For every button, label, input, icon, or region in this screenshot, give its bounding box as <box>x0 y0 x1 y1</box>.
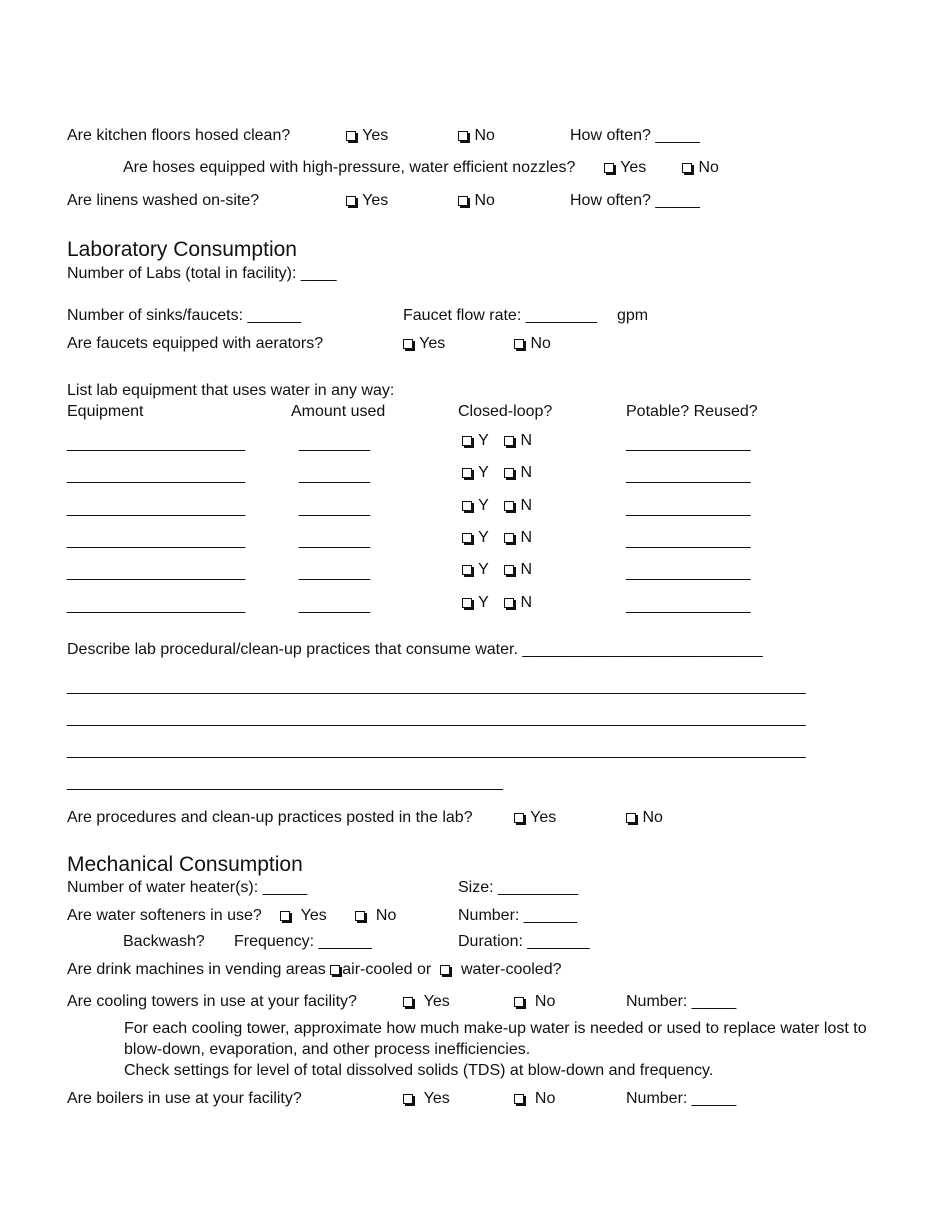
backwash-label: Backwash? <box>123 933 205 950</box>
duration-field[interactable]: Duration: _______ <box>458 933 590 950</box>
closed-loop-y[interactable]: Y <box>462 528 489 548</box>
checkbox-icon[interactable] <box>604 163 614 173</box>
softeners-no[interactable]: No <box>355 906 396 926</box>
equipment-blank[interactable]: ____________________ <box>67 532 245 549</box>
checkbox-icon[interactable] <box>462 565 472 575</box>
checkbox-icon[interactable] <box>403 1094 413 1104</box>
closed-loop-n[interactable]: N <box>504 496 532 516</box>
checkbox-icon[interactable] <box>280 911 290 921</box>
checkbox-icon[interactable] <box>626 813 636 823</box>
sinks-field[interactable]: Number of sinks/faucets: ______ <box>67 307 301 324</box>
equipment-blank[interactable]: ____________________ <box>67 500 245 517</box>
equipment-blank[interactable]: ____________________ <box>67 435 245 452</box>
col-amount-header: Amount used <box>291 403 386 420</box>
closed-loop-n[interactable]: N <box>504 463 532 483</box>
aerators-question: Are faucets equipped with aerators? <box>67 335 324 352</box>
checkbox-icon[interactable] <box>462 598 472 608</box>
boilers-no[interactable]: No <box>514 1089 555 1109</box>
answer-line[interactable]: ___________________________________________________________________________________ <box>67 742 806 759</box>
col-closed-loop-header: Closed-loop? <box>458 403 553 420</box>
aerators-no[interactable]: No <box>514 334 551 354</box>
boilers-question: Are boilers in use at your facility? <box>67 1090 302 1107</box>
hoses-no[interactable]: No <box>682 158 719 178</box>
hoses-yes[interactable]: Yes <box>604 158 646 178</box>
checkbox-icon[interactable] <box>504 436 514 446</box>
checkbox-icon[interactable] <box>504 468 514 478</box>
linens-question: Are linens washed on-site? <box>67 192 260 209</box>
closed-loop-y[interactable]: Y <box>462 593 489 613</box>
cooling-yes[interactable]: Yes <box>403 992 450 1012</box>
potable-blank[interactable]: ______________ <box>626 564 751 581</box>
amount-blank[interactable]: ________ <box>299 467 371 484</box>
answer-line[interactable]: _________________________________________________ <box>67 774 504 791</box>
cooling-towers-question: Are cooling towers in use at your facility? <box>67 993 357 1010</box>
checkbox-icon[interactable] <box>462 533 472 543</box>
amount-blank[interactable]: ________ <box>299 435 371 452</box>
num-labs-field[interactable]: Number of Labs (total in facility): ____ <box>67 265 337 282</box>
mech-heading: Mechanical Consumption <box>67 853 303 876</box>
amount-blank[interactable]: ________ <box>299 597 371 614</box>
softeners-question: Are water softeners in use? <box>67 907 262 924</box>
cooling-number-field[interactable]: Number: _____ <box>626 993 737 1010</box>
checkbox-icon[interactable] <box>514 997 524 1007</box>
col-potable-header: Potable? Reused? <box>626 403 758 420</box>
equipment-blank[interactable]: ____________________ <box>67 564 245 581</box>
flow-rate-field[interactable]: Faucet flow rate: ________ <box>403 307 597 324</box>
kitchen-floors-yes[interactable]: Yes <box>346 126 388 146</box>
closed-loop-n[interactable]: N <box>504 431 532 451</box>
size-field[interactable]: Size: _________ <box>458 879 579 896</box>
closed-loop-n[interactable]: N <box>504 560 532 580</box>
closed-loop-n[interactable]: N <box>504 593 532 613</box>
checkbox-icon[interactable] <box>504 598 514 608</box>
checkbox-icon[interactable] <box>504 501 514 511</box>
checkbox-icon[interactable] <box>462 501 472 511</box>
softeners-yes[interactable]: Yes <box>280 906 327 926</box>
lab-heading: Laboratory Consumption <box>67 238 297 261</box>
checkbox-icon[interactable] <box>514 339 524 349</box>
kitchen-floors-question: Are kitchen floors hosed clean? <box>67 127 291 144</box>
boilers-yes[interactable]: Yes <box>403 1089 450 1109</box>
drink-machines-question: Are drink machines in vending areas <box>67 961 326 978</box>
checkbox-icon[interactable] <box>504 533 514 543</box>
frequency-field[interactable]: Frequency: ______ <box>234 933 372 950</box>
posted-yes[interactable]: Yes <box>514 808 556 828</box>
closed-loop-y[interactable]: Y <box>462 560 489 580</box>
linens-no[interactable]: No <box>458 191 495 211</box>
equipment-blank[interactable]: ____________________ <box>67 467 245 484</box>
checkbox-icon[interactable] <box>346 196 356 206</box>
potable-blank[interactable]: ______________ <box>626 467 751 484</box>
potable-blank[interactable]: ______________ <box>626 435 751 452</box>
checkbox-icon[interactable] <box>403 339 413 349</box>
answer-line[interactable]: ___________________________________________________________________________________ <box>67 710 806 727</box>
tds-note: Check settings for level of total dissolved solids (TDS) at blow-down and frequency. <box>124 1062 714 1079</box>
checkbox-icon[interactable] <box>458 196 468 206</box>
posted-no[interactable]: No <box>626 808 663 828</box>
equipment-blank[interactable]: ____________________ <box>67 597 245 614</box>
air-cooled-label: air-cooled or <box>342 961 432 978</box>
checkbox-icon[interactable] <box>403 997 413 1007</box>
potable-blank[interactable]: ______________ <box>626 500 751 517</box>
gpm-unit: gpm <box>617 307 649 324</box>
kitchen-floors-how-often[interactable]: How often? _____ <box>570 127 700 144</box>
potable-blank[interactable]: ______________ <box>626 597 751 614</box>
amount-blank[interactable]: ________ <box>299 532 371 549</box>
cooling-no[interactable]: No <box>514 992 555 1012</box>
boilers-number-field[interactable]: Number: _____ <box>626 1090 737 1107</box>
describe-practices[interactable]: Describe lab procedural/clean-up practices that consume water. ___________________________ <box>67 641 763 658</box>
checkbox-icon[interactable] <box>504 565 514 575</box>
aerators-yes[interactable]: Yes <box>403 334 445 354</box>
hoses-question: Are hoses equipped with high-pressure, water efficient nozzles? <box>123 159 576 176</box>
cooling-tower-note: For each cooling tower, approximate how much make-up water is needed or used to replace water lost to blow-down, evaporation, and other process inefficiencies. <box>124 1020 867 1058</box>
checkbox-icon[interactable] <box>355 911 365 921</box>
equipment-list-prompt: List lab equipment that uses water in any way: <box>67 382 395 399</box>
amount-blank[interactable]: ________ <box>299 500 371 517</box>
closed-loop-y[interactable]: Y <box>462 496 489 516</box>
checkbox-icon[interactable] <box>330 965 340 975</box>
checkbox-icon[interactable] <box>514 1094 524 1104</box>
amount-blank[interactable]: ________ <box>299 564 371 581</box>
checkbox-icon[interactable] <box>462 468 472 478</box>
closed-loop-y[interactable]: Y <box>462 431 489 451</box>
answer-line[interactable]: ___________________________________________________________________________________ <box>67 678 806 695</box>
drink-machines-row <box>67 960 561 980</box>
potable-blank[interactable]: ______________ <box>626 532 751 549</box>
softeners-number-field[interactable]: Number: ______ <box>458 907 578 924</box>
checkbox-icon[interactable] <box>346 131 356 141</box>
posted-question: Are procedures and clean-up practices posted in the lab? <box>67 809 473 826</box>
kitchen-floors-no[interactable]: No <box>458 126 495 146</box>
linens-yes[interactable]: Yes <box>346 191 388 211</box>
checkbox-icon[interactable] <box>462 436 472 446</box>
checkbox-icon[interactable] <box>514 813 524 823</box>
col-equipment-header: Equipment <box>67 403 144 420</box>
linens-how-often[interactable]: How often? _____ <box>570 192 700 209</box>
heaters-field[interactable]: Number of water heater(s): _____ <box>67 879 308 896</box>
water-cooled-label: water-cooled? <box>460 961 562 978</box>
checkbox-icon[interactable] <box>682 163 692 173</box>
checkbox-icon[interactable] <box>458 131 468 141</box>
closed-loop-n[interactable]: N <box>504 528 532 548</box>
closed-loop-y[interactable]: Y <box>462 463 489 483</box>
checkbox-icon[interactable] <box>440 965 450 975</box>
